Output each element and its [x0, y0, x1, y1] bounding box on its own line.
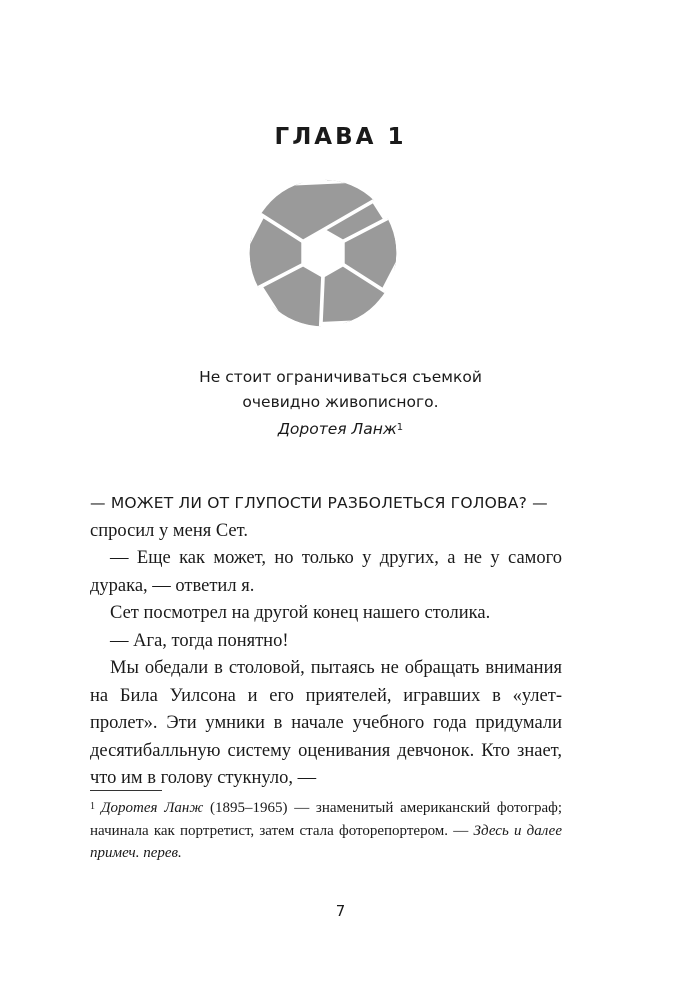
epigraph-line-1: Не стоит ограничиваться съемкой: [199, 368, 482, 386]
body-text: [90, 490, 562, 793]
footnote: [90, 797, 562, 865]
camera-aperture-icon: [249, 179, 397, 327]
paragraph-1-caps: — МОЖЕТ ЛИ ОТ ГЛУПОСТИ РАЗБОЛЕТЬСЯ ГОЛОВА? —: [90, 494, 548, 512]
footnote-note: Здесь и далее примеч. перев.: [90, 822, 562, 861]
paragraph-3: Сет посмотрел на другой конец нашего столика.: [110, 603, 491, 623]
footnote-text: (1895–1965) — знаменитый американский фотограф; начинала как портретист, затем стала фоторепортером. —: [90, 800, 562, 839]
footnote-divider: [90, 790, 162, 791]
epigraph-author: [0, 417, 681, 442]
footnote-reference: 1: [396, 422, 404, 433]
paragraph-1-rest: спросил у меня Сет.: [90, 520, 248, 541]
footnote-name: Доротея Ланж: [101, 800, 204, 816]
page-number: 7: [335, 902, 346, 920]
paragraph-4: — Ага, тогда понятно!: [110, 630, 289, 651]
paragraph-5: Мы обедали в столовой, пытаясь не обращать внимания на Била Уилсона и его приятелей, игравших в «улет-пролет». Эти умники в начале учебного года придумали десятибалльную систему оценивания девчонок. Кто знает, что им в голову стукнуло, —: [90, 658, 562, 788]
chapter-title: ГЛАВА 1: [274, 124, 407, 150]
epigraph-author-name: Доротея Ланж: [277, 420, 397, 438]
footnote-mark: 1: [90, 801, 95, 812]
paragraph-2: — Еще как может, но только у других, а не у самого дурака, — ответил я.: [90, 548, 562, 596]
epigraph: [0, 365, 681, 442]
epigraph-line-2: очевидно живописного.: [242, 393, 439, 411]
paragraph-1: [90, 490, 562, 545]
